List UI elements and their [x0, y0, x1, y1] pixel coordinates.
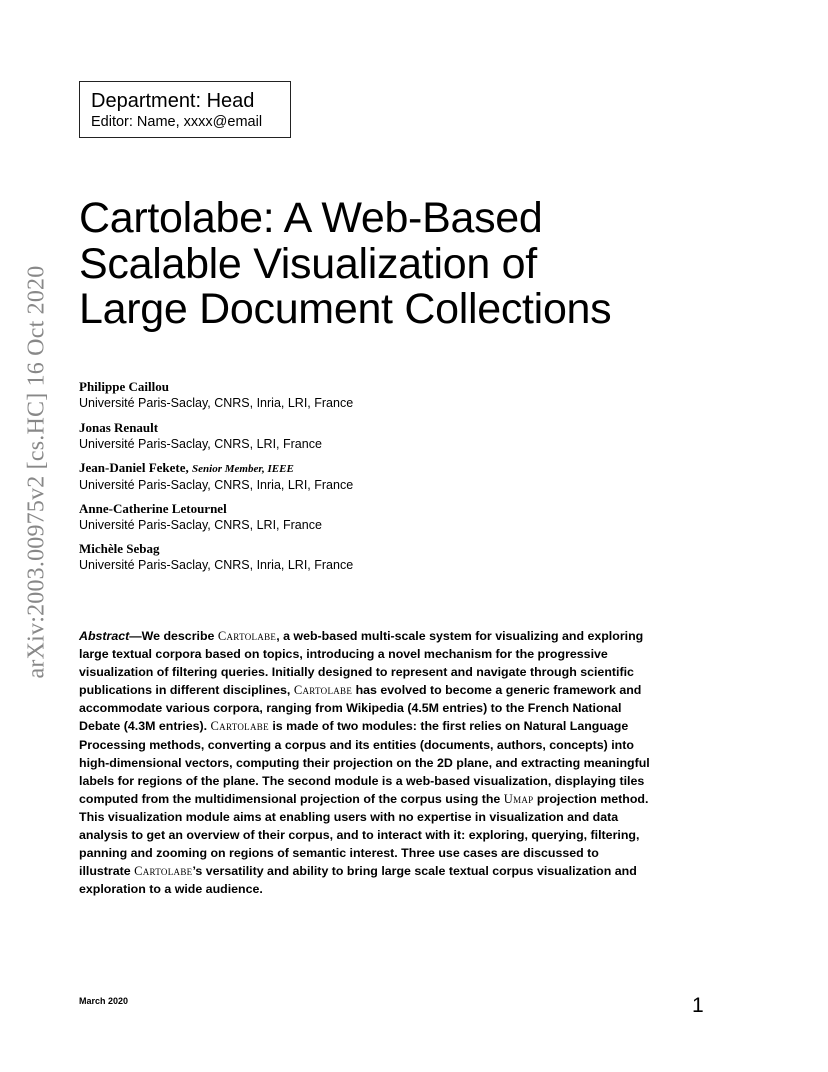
abstract-text: Debate (4.3M entries). [79, 719, 211, 734]
title-line: Scalable Visualization of [79, 239, 537, 288]
system-name: Cartolabe [293, 683, 353, 698]
author-entry [79, 501, 719, 542]
abstract-line [79, 699, 679, 717]
author-name: Jean-Daniel Fekete, [79, 460, 189, 475]
abstract-line [79, 862, 679, 880]
system-name: Cartolabe [134, 864, 193, 879]
system-name: Cartolabe [217, 629, 277, 643]
abstract-text: computed from the multidimensional projection of the corpus using the [79, 791, 504, 806]
abstract-line [79, 844, 679, 862]
abstract-line [79, 681, 679, 699]
author-name: Anne-Catherine Letournel [79, 500, 227, 516]
abstract-line [79, 754, 679, 772]
abstract-text: , a web-based multi-scale system for visualizing and exploring [276, 629, 644, 643]
department-title: Department: Head [91, 90, 255, 112]
editor-line: Editor: Name, xxxx@email [91, 114, 263, 130]
abstract-text: Processing methods, converting a corpus and its entities (documents, authors, concepts) into [79, 737, 634, 752]
abstract-text: illustrate [79, 864, 135, 879]
abstract-text: ’s versatility and ability to bring large scale textual corpus visualization and [192, 864, 637, 879]
paper-title [79, 196, 719, 333]
title-line: Large Document Collections [79, 285, 612, 333]
abstract-line [79, 880, 679, 898]
abstract-line [79, 717, 679, 735]
title-line: Cartolabe: A Web-Based [79, 194, 543, 242]
abstract-text: accommodate various corpora, ranging from Wikipedia (4.5M entries) to the French National [79, 701, 622, 716]
author-name-line [79, 420, 719, 436]
author-name: Michèle Sebag [79, 541, 160, 556]
abstract-text: projection method. [533, 791, 649, 806]
author-name-line [79, 501, 719, 517]
abstract-line [79, 627, 679, 645]
author-affiliation: Université Paris-Saclay, CNRS, LRI, France [79, 517, 322, 532]
author-name-line [79, 460, 719, 477]
abstract [79, 627, 679, 898]
author-affiliation: Université Paris-Saclay, CNRS, LRI, France [79, 436, 322, 451]
abstract-line [79, 808, 679, 826]
department-header-box [79, 81, 291, 138]
author-affiliation: Université Paris-Saclay, CNRS, Inria, LRI, France [79, 558, 354, 572]
abstract-line [79, 826, 679, 844]
abstract-text: large textual corpora based on topics, introducing a novel mechanism for the progressive [79, 647, 608, 662]
footer-date: March 2020 [79, 996, 129, 1006]
abstract-text: has evolved to become a generic framework and [352, 683, 642, 698]
abstract-text: publications in different disciplines, [79, 683, 294, 698]
author-list [79, 379, 719, 582]
abstract-text: panning and zooming on regions of semantic interest. Three use cases are discussed to [79, 846, 599, 861]
author-membership: Senior Member, IEEE [192, 463, 294, 475]
abstract-line [79, 736, 679, 754]
abstract-text: This visualization module aims at enabling users with no expertise in visualization and data [79, 809, 619, 824]
author-entry [79, 379, 719, 420]
author-name-line [79, 541, 719, 557]
author-entry [79, 541, 719, 582]
abstract-label: Abstract [79, 629, 130, 643]
page-number: 1 [692, 994, 704, 1017]
author-affiliation: Université Paris-Saclay, CNRS, Inria, LRI, France [79, 478, 354, 492]
author-name: Philippe Caillou [79, 379, 169, 394]
arxiv-identifier: arXiv:2003.00975v2 [cs.HC] 16 Oct 2020 [23, 265, 50, 679]
abstract-text: is made of two modules: the first relies on Natural Language [268, 719, 629, 734]
system-name: Umap [503, 791, 534, 806]
abstract-text: exploration to a wide audience. [79, 882, 263, 897]
author-entry [79, 420, 719, 461]
abstract-text: visualization of filtering queries. Initially designed to represent and navigate through scientific [79, 665, 634, 680]
abstract-text: analysis to get an overview of their corpus, and to interact with it: exploring, querying, filtering, [79, 828, 640, 843]
author-entry [79, 460, 719, 501]
author-affiliation: Université Paris-Saclay, CNRS, Inria, LRI, France [79, 396, 354, 410]
abstract-text: high-dimensional vectors, computing their projection on the 2D plane, and extracting meaningful [79, 755, 650, 770]
abstract-line [79, 645, 679, 663]
author-name: Jonas Renault [79, 419, 159, 435]
system-name: Cartolabe [210, 719, 269, 734]
author-name-line [79, 379, 719, 395]
abstract-line [79, 663, 679, 681]
abstract-line [79, 790, 679, 808]
abstract-text: labels for regions of the plane. The second module is a web-based visualization, displaying tiles [79, 773, 645, 788]
abstract-line [79, 772, 679, 790]
abstract-text: —We describe [129, 629, 218, 643]
